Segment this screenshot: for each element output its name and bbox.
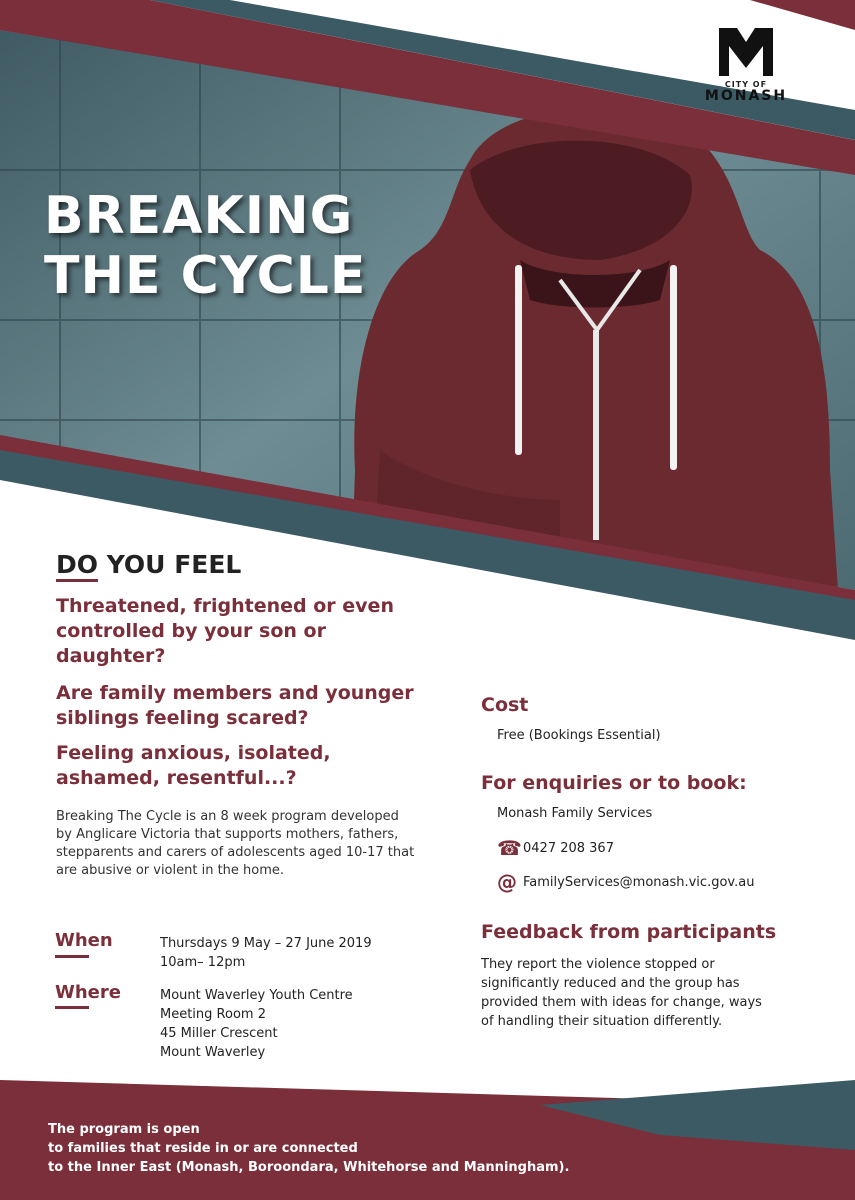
- when-line1: Thursdays 9 May – 27 June 2019: [160, 936, 372, 951]
- cost-heading: Cost: [481, 694, 529, 716]
- question-2: Are family members and younger siblings feeling scared?: [56, 682, 414, 729]
- hero-title-line1: BREAKING: [44, 186, 354, 246]
- phone-contact[interactable]: [497, 836, 614, 860]
- program-description: Breaking The Cycle is an 8 week program developed by Anglicare Victoria that supports mothers, fathers, stepparents and carers of adolescents aged 10-17 that are abusive or violent in the home.: [56, 809, 415, 878]
- enquiries-heading: For enquiries or to book:: [481, 772, 747, 794]
- eligibility-note: [48, 1120, 688, 1177]
- where-details: [160, 986, 353, 1062]
- where-line2: Meeting Room 2: [160, 1007, 266, 1022]
- enquiries-org: Monash Family Services: [497, 806, 653, 821]
- heading-underlined-word: DO: [56, 550, 98, 582]
- email-address[interactable]: FamilyServices@monash.vic.gov.au: [523, 874, 755, 890]
- logo-line2: MONASH: [704, 88, 788, 104]
- where-label: Where: [55, 982, 121, 1003]
- feedback-text: They report the violence stopped or significantly reduced and the group has provided them with ideas for change, ways of handling their situation differently.: [481, 957, 762, 1029]
- logo-line1: CITY OF: [724, 80, 768, 89]
- monash-m-logo-icon: [719, 28, 773, 76]
- when-underline: [55, 955, 89, 958]
- heading-rest: YOU FEEL: [98, 550, 242, 579]
- where-line1: Mount Waverley Youth Centre: [160, 988, 353, 1003]
- cost-value: Free (Bookings Essential): [497, 728, 661, 743]
- where-line3: 45 Miller Crescent: [160, 1026, 278, 1041]
- email-contact[interactable]: [497, 870, 754, 894]
- feedback-heading: Feedback from participants: [481, 921, 777, 943]
- footer-line2: to families that reside in or are connected: [48, 1141, 358, 1156]
- footer-line3: to the Inner East (Monash, Boroondara, Whitehorse and Manningham).: [48, 1160, 570, 1175]
- at-icon: @: [497, 870, 517, 894]
- hero-title-line2: THE CYCLE: [44, 246, 367, 306]
- when-details: [160, 934, 372, 972]
- phone-number[interactable]: 0427 208 367: [523, 840, 614, 856]
- where-underline: [55, 1006, 89, 1009]
- when-label: When: [55, 930, 113, 951]
- hero-title: [44, 186, 424, 306]
- question-1: Threatened, frightened or even controlled by your son or daughter?: [56, 595, 394, 667]
- phone-icon: ☎: [497, 836, 522, 860]
- where-line4: Mount Waverley: [160, 1045, 266, 1060]
- footer-line1: The program is open: [48, 1122, 200, 1137]
- question-3: Feeling anxious, isolated, ashamed, resentful...?: [56, 742, 331, 789]
- city-of-monash-logo: [696, 28, 796, 103]
- do-you-feel-heading: [56, 550, 241, 579]
- when-line2: 10am– 12pm: [160, 955, 246, 970]
